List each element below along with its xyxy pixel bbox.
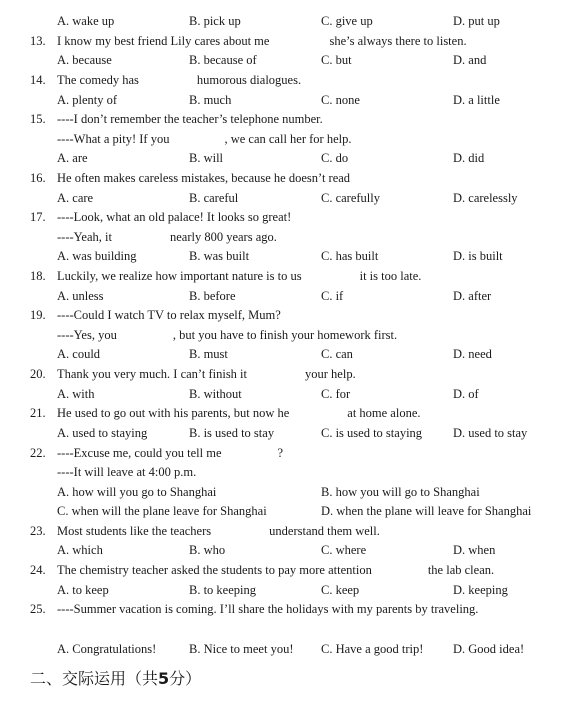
option-c[interactable]: C. when will the plane leave for Shanghai: [57, 504, 267, 518]
option-c[interactable]: C. is used to staying: [321, 426, 423, 440]
option-d[interactable]: D. used to stay: [453, 426, 528, 440]
option-d[interactable]: D. and: [453, 53, 487, 67]
question-stem: He used to go out with his parents, but now he at home alone.: [57, 406, 421, 420]
option-c[interactable]: C. where: [321, 543, 367, 557]
option-row: [0, 541, 579, 559]
question-number: 15.: [30, 112, 46, 126]
option-row: [0, 581, 579, 599]
option-c[interactable]: C. Have a good trip!: [321, 642, 424, 656]
question-stem: ----I don’t remember the teacher’s telephone number.: [57, 112, 323, 126]
option-row: [0, 149, 579, 167]
section-title: 二、交际运用（共: [30, 669, 159, 688]
option-b[interactable]: B. to keeping: [189, 583, 257, 597]
question-19-line-2: [0, 326, 579, 344]
question-stem: ----It will leave at 4:00 p.m.: [57, 465, 197, 479]
option-row: [0, 189, 579, 207]
option-d[interactable]: D. of: [453, 387, 479, 401]
option-a[interactable]: A. to keep: [57, 583, 109, 597]
option-d[interactable]: D. is built: [453, 249, 503, 263]
question-stem: ----Summer vacation is coming. I’ll share the holidays with my parents by traveling.: [57, 602, 479, 616]
question-number: 25.: [30, 602, 46, 616]
question-13: [0, 32, 579, 50]
option-row: [0, 483, 579, 501]
option-b[interactable]: B. Nice to meet you!: [189, 642, 294, 656]
option-row: [0, 287, 579, 305]
option-b[interactable]: B. who: [189, 543, 226, 557]
option-b[interactable]: B. is used to stay: [189, 426, 275, 440]
question-stem: Most students like the teachers understand them well.: [57, 524, 380, 538]
question-14: [0, 71, 579, 89]
option-row: [0, 640, 579, 658]
option-d[interactable]: D. after: [453, 289, 492, 303]
option-c[interactable]: C. keep: [321, 583, 360, 597]
option-a[interactable]: A. used to staying: [57, 426, 148, 440]
option-a[interactable]: A. Congratulations!: [57, 642, 157, 656]
question-stem: He often makes careless mistakes, because he doesn’t read: [57, 171, 351, 185]
option-a[interactable]: A. care: [57, 191, 94, 205]
option-row: [0, 247, 579, 265]
option-a[interactable]: A. which: [57, 543, 103, 557]
option-d[interactable]: D. Good idea!: [453, 642, 525, 656]
option-d[interactable]: D. when: [453, 543, 496, 557]
question-stem: ----Yeah, it nearly 800 years ago.: [57, 230, 277, 244]
option-d[interactable]: D. did: [453, 151, 485, 165]
question-25: [0, 600, 579, 618]
option-c[interactable]: C. do: [321, 151, 349, 165]
question-stem: Luckily, we realize how important nature is to us it is too late.: [57, 269, 422, 283]
question-17-line-2: [0, 228, 579, 246]
option-d[interactable]: D. when the plane will leave for Shanghai: [321, 504, 532, 518]
option-b[interactable]: B. will: [189, 151, 224, 165]
question-number: 20.: [30, 367, 46, 381]
option-c[interactable]: C. none: [321, 93, 360, 107]
option-c[interactable]: C. if: [321, 289, 344, 303]
option-a[interactable]: A. with: [57, 387, 95, 401]
option-row: [0, 51, 579, 69]
option-row: [0, 424, 579, 442]
option-b[interactable]: B. pick up: [189, 14, 241, 28]
question-15: [0, 110, 579, 128]
question-22-line-2: [0, 463, 579, 481]
option-a[interactable]: A. because: [57, 53, 112, 67]
option-b[interactable]: B. careful: [189, 191, 239, 205]
question-23: [0, 522, 579, 540]
option-c[interactable]: C. carefully: [321, 191, 381, 205]
option-d[interactable]: D. carelessly: [453, 191, 518, 205]
option-a[interactable]: A. are: [57, 151, 88, 165]
question-number: 22.: [30, 446, 46, 460]
option-c[interactable]: C. has built: [321, 249, 379, 263]
section-heading: [30, 667, 201, 691]
question-stem: ----Yes, you , but you have to finish your homework first.: [57, 328, 398, 342]
question-number: 24.: [30, 563, 46, 577]
question-15-line-2: [0, 130, 579, 148]
question-number: 14.: [30, 73, 46, 87]
option-a[interactable]: A. unless: [57, 289, 104, 303]
question-20: [0, 365, 579, 383]
question-22: [0, 444, 579, 462]
option-row: [0, 345, 579, 363]
question-18: [0, 267, 579, 285]
question-stem: The chemistry teacher asked the students to pay more attention the lab clean.: [57, 563, 495, 577]
option-a[interactable]: A. could: [57, 347, 101, 361]
question-stem: Thank you very much. I can’t finish it your help.: [57, 367, 356, 381]
question-24: [0, 561, 579, 579]
section-title-end: 分）: [169, 669, 202, 688]
option-a[interactable]: A. how will you go to Shanghai: [57, 485, 217, 499]
question-number: 19.: [30, 308, 46, 322]
option-a[interactable]: A. was building: [57, 249, 137, 263]
question-number: 13.: [30, 34, 46, 48]
option-d[interactable]: D. a little: [453, 93, 500, 107]
question-number: 18.: [30, 269, 46, 283]
option-a[interactable]: A. wake up: [57, 14, 115, 28]
question-number: 23.: [30, 524, 46, 538]
question-stem: ----What a pity! If you , we can call her for help.: [57, 132, 352, 146]
option-b[interactable]: B. how you will go to Shanghai: [321, 485, 480, 499]
option-c[interactable]: C. but: [321, 53, 352, 67]
question-stem: ----Excuse me, could you tell me ?: [57, 446, 284, 460]
option-d[interactable]: D. put up: [453, 14, 500, 28]
question-stem: The comedy has humorous dialogues.: [57, 73, 302, 87]
option-a[interactable]: A. plenty of: [57, 93, 118, 107]
option-c[interactable]: C. give up: [321, 14, 373, 28]
option-row: [0, 12, 579, 30]
question-17: [0, 208, 579, 226]
option-c[interactable]: C. for: [321, 387, 351, 401]
question-16: [0, 169, 579, 187]
option-row: [0, 502, 579, 520]
question-21: [0, 404, 579, 422]
option-c[interactable]: C. can: [321, 347, 353, 361]
option-b[interactable]: B. much: [189, 93, 232, 107]
section-points: 5: [158, 669, 170, 688]
option-b[interactable]: B. without: [189, 387, 242, 401]
question-number: 16.: [30, 171, 46, 185]
option-b[interactable]: B. before: [189, 289, 236, 303]
question-number: 17.: [30, 210, 46, 224]
question-stem: ----Could I watch TV to relax myself, Mum?: [57, 308, 281, 322]
question-number: 21.: [30, 406, 46, 420]
option-b[interactable]: B. because of: [189, 53, 257, 67]
question-stem: I know my best friend Lily cares about me she’s always there to listen.: [57, 34, 467, 48]
option-d[interactable]: D. keeping: [453, 583, 508, 597]
option-b[interactable]: B. was built: [189, 249, 250, 263]
question-stem: ----Look, what an old palace! It looks so great!: [57, 210, 292, 224]
option-d[interactable]: D. need: [453, 347, 492, 361]
option-b[interactable]: B. must: [189, 347, 228, 361]
option-row: [0, 385, 579, 403]
question-19: [0, 306, 579, 324]
option-row: [0, 91, 579, 109]
